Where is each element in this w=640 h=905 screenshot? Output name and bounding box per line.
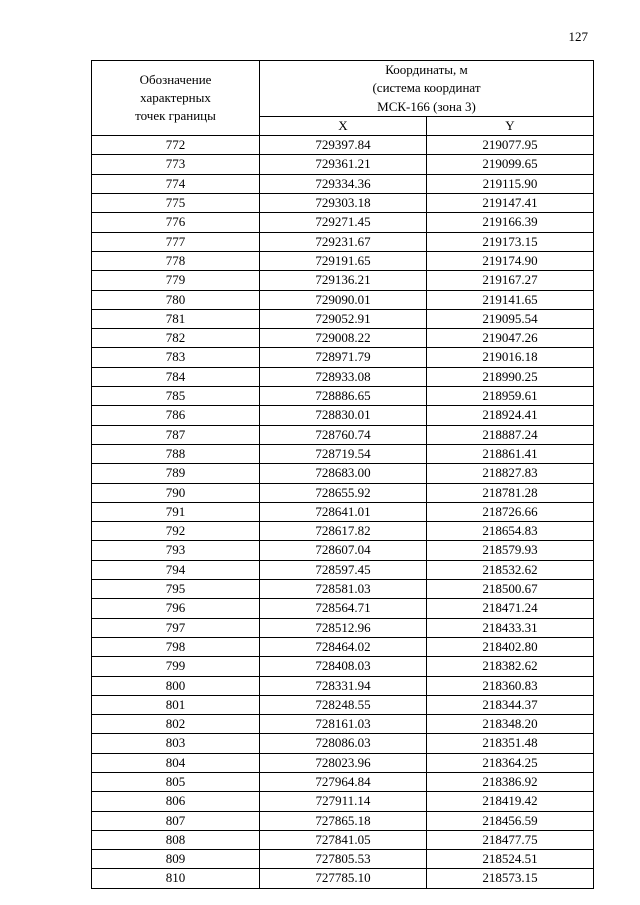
point-id-cell: 797 [92, 618, 260, 637]
y-coordinate-cell: 219115.90 [427, 174, 594, 193]
table-row [92, 309, 594, 328]
y-coordinate-cell: 219147.41 [427, 194, 594, 213]
coordinates-column-header [260, 61, 594, 117]
table-row [92, 560, 594, 579]
x-coordinate-cell: 727805.53 [260, 850, 427, 869]
y-coordinate-cell: 218402.80 [427, 637, 594, 656]
table-row [92, 251, 594, 270]
point-id-cell: 796 [92, 599, 260, 618]
y-coordinate-cell: 219077.95 [427, 136, 594, 155]
y-coordinate-cell: 219166.39 [427, 213, 594, 232]
table-row [92, 715, 594, 734]
point-id-cell: 793 [92, 541, 260, 560]
y-coordinate-cell: 218344.37 [427, 695, 594, 714]
x-coordinate-cell: 728581.03 [260, 580, 427, 599]
y-coordinate-cell: 218386.92 [427, 772, 594, 791]
y-coordinate-cell: 218364.25 [427, 753, 594, 772]
x-coordinate-cell: 728719.54 [260, 444, 427, 463]
y-coordinate-cell: 218827.83 [427, 464, 594, 483]
table-row [92, 174, 594, 193]
x-coordinate-cell: 729334.36 [260, 174, 427, 193]
point-id-cell: 805 [92, 772, 260, 791]
table-row [92, 850, 594, 869]
x-coordinate-cell: 728086.03 [260, 734, 427, 753]
x-coordinate-cell: 728161.03 [260, 715, 427, 734]
point-id-cell: 782 [92, 329, 260, 348]
table-row [92, 830, 594, 849]
y-coordinate-cell: 219099.65 [427, 155, 594, 174]
coordinates-header-line: Координаты, м [385, 62, 468, 77]
y-coordinate-cell: 219141.65 [427, 290, 594, 309]
x-coordinate-cell: 727785.10 [260, 869, 427, 888]
point-id-cell: 794 [92, 560, 260, 579]
point-id-cell: 807 [92, 811, 260, 830]
table-row [92, 676, 594, 695]
table-row [92, 348, 594, 367]
y-coordinate-cell: 219167.27 [427, 271, 594, 290]
point-id-cell: 788 [92, 444, 260, 463]
point-id-cell: 774 [92, 174, 260, 193]
table-row [92, 695, 594, 714]
y-coordinate-cell: 218500.67 [427, 580, 594, 599]
y-coordinate-cell: 218726.66 [427, 502, 594, 521]
point-id-cell: 783 [92, 348, 260, 367]
y-coordinate-cell: 219095.54 [427, 309, 594, 328]
table-row [92, 136, 594, 155]
table-row [92, 618, 594, 637]
x-coordinate-cell: 728607.04 [260, 541, 427, 560]
x-column-header: X [260, 116, 427, 135]
x-coordinate-cell: 729231.67 [260, 232, 427, 251]
table-row [92, 464, 594, 483]
y-coordinate-cell: 218887.24 [427, 425, 594, 444]
point-id-cell: 785 [92, 387, 260, 406]
y-coordinate-cell: 218579.93 [427, 541, 594, 560]
point-id-cell: 777 [92, 232, 260, 251]
y-coordinate-cell: 218456.59 [427, 811, 594, 830]
x-coordinate-cell: 728331.94 [260, 676, 427, 695]
table-row [92, 271, 594, 290]
point-id-cell: 772 [92, 136, 260, 155]
point-id-cell: 776 [92, 213, 260, 232]
x-coordinate-cell: 728830.01 [260, 406, 427, 425]
x-coordinate-cell: 728617.82 [260, 522, 427, 541]
table-row [92, 811, 594, 830]
points-header-line: Обозначение [139, 71, 212, 87]
x-coordinate-cell: 728971.79 [260, 348, 427, 367]
x-coordinate-cell: 728408.03 [260, 657, 427, 676]
point-id-cell: 810 [92, 869, 260, 888]
y-coordinate-cell: 219016.18 [427, 348, 594, 367]
y-coordinate-cell: 218382.62 [427, 657, 594, 676]
y-coordinate-cell: 218524.51 [427, 850, 594, 869]
x-coordinate-cell: 729008.22 [260, 329, 427, 348]
x-coordinate-cell: 728464.02 [260, 637, 427, 656]
table-row [92, 232, 594, 251]
table-row [92, 869, 594, 888]
point-id-cell: 798 [92, 637, 260, 656]
point-id-cell: 799 [92, 657, 260, 676]
y-coordinate-cell: 218990.25 [427, 367, 594, 386]
coordinates-table [91, 60, 594, 889]
x-coordinate-cell: 728933.08 [260, 367, 427, 386]
y-coordinate-cell: 218433.31 [427, 618, 594, 637]
table-row [92, 213, 594, 232]
table-row [92, 406, 594, 425]
table-row [92, 425, 594, 444]
coordinates-header-line: МСК-166 (зона 3) [377, 98, 476, 114]
point-id-cell: 795 [92, 580, 260, 599]
x-coordinate-cell: 728641.01 [260, 502, 427, 521]
point-id-cell: 780 [92, 290, 260, 309]
x-coordinate-cell: 728683.00 [260, 464, 427, 483]
table-row [92, 502, 594, 521]
y-coordinate-cell: 218348.20 [427, 715, 594, 734]
table-body [92, 136, 594, 889]
point-id-cell: 779 [92, 271, 260, 290]
x-coordinate-cell: 727841.05 [260, 830, 427, 849]
y-column-header: Y [427, 116, 594, 135]
x-coordinate-cell: 729271.45 [260, 213, 427, 232]
point-id-cell: 787 [92, 425, 260, 444]
table-row [92, 772, 594, 791]
y-coordinate-cell: 218477.75 [427, 830, 594, 849]
table-row [92, 522, 594, 541]
table-row [92, 541, 594, 560]
table-row [92, 657, 594, 676]
y-coordinate-cell: 218532.62 [427, 560, 594, 579]
points-column-header [92, 61, 260, 136]
y-coordinate-cell: 218419.42 [427, 792, 594, 811]
x-coordinate-cell: 728655.92 [260, 483, 427, 502]
point-id-cell: 786 [92, 406, 260, 425]
x-coordinate-cell: 729136.21 [260, 271, 427, 290]
x-coordinate-cell: 728512.96 [260, 618, 427, 637]
coordinates-header-line: (система координат [372, 80, 481, 96]
point-id-cell: 803 [92, 734, 260, 753]
y-coordinate-cell: 218573.15 [427, 869, 594, 888]
y-coordinate-cell: 218471.24 [427, 599, 594, 618]
x-coordinate-cell: 728597.45 [260, 560, 427, 579]
x-coordinate-cell: 729090.01 [260, 290, 427, 309]
point-id-cell: 806 [92, 792, 260, 811]
x-coordinate-cell: 728564.71 [260, 599, 427, 618]
y-coordinate-cell: 218861.41 [427, 444, 594, 463]
table-row [92, 155, 594, 174]
x-coordinate-cell: 729361.21 [260, 155, 427, 174]
table-row [92, 792, 594, 811]
point-id-cell: 784 [92, 367, 260, 386]
y-coordinate-cell: 218959.61 [427, 387, 594, 406]
table-row [92, 444, 594, 463]
point-id-cell: 791 [92, 502, 260, 521]
page-number: 127 [568, 29, 588, 44]
point-id-cell: 790 [92, 483, 260, 502]
table-row [92, 734, 594, 753]
x-coordinate-cell: 729052.91 [260, 309, 427, 328]
x-coordinate-cell: 729397.84 [260, 136, 427, 155]
table-row [92, 387, 594, 406]
point-id-cell: 773 [92, 155, 260, 174]
point-id-cell: 801 [92, 695, 260, 714]
y-coordinate-cell: 218924.41 [427, 406, 594, 425]
point-id-cell: 804 [92, 753, 260, 772]
point-id-cell: 809 [92, 850, 260, 869]
x-coordinate-cell: 728886.65 [260, 387, 427, 406]
y-coordinate-cell: 219174.90 [427, 251, 594, 270]
point-id-cell: 792 [92, 522, 260, 541]
y-coordinate-cell: 218360.83 [427, 676, 594, 695]
y-coordinate-cell: 219173.15 [427, 232, 594, 251]
points-header-line: характерных [140, 89, 211, 105]
point-id-cell: 802 [92, 715, 260, 734]
table-row [92, 637, 594, 656]
y-coordinate-cell: 218351.48 [427, 734, 594, 753]
x-coordinate-cell: 727911.14 [260, 792, 427, 811]
point-id-cell: 778 [92, 251, 260, 270]
table-row [92, 329, 594, 348]
x-coordinate-cell: 727964.84 [260, 772, 427, 791]
table-row [92, 753, 594, 772]
x-coordinate-cell: 727865.18 [260, 811, 427, 830]
x-coordinate-cell: 728248.55 [260, 695, 427, 714]
table-row [92, 194, 594, 213]
x-coordinate-cell: 728023.96 [260, 753, 427, 772]
table-row [92, 367, 594, 386]
points-header-line: точек границы [135, 108, 216, 124]
point-id-cell: 781 [92, 309, 260, 328]
table-row [92, 290, 594, 309]
table-row [92, 580, 594, 599]
x-coordinate-cell: 729303.18 [260, 194, 427, 213]
point-id-cell: 789 [92, 464, 260, 483]
point-id-cell: 775 [92, 194, 260, 213]
table-row [92, 483, 594, 502]
x-coordinate-cell: 728760.74 [260, 425, 427, 444]
y-coordinate-cell: 219047.26 [427, 329, 594, 348]
table-row [92, 599, 594, 618]
y-coordinate-cell: 218654.83 [427, 522, 594, 541]
point-id-cell: 808 [92, 830, 260, 849]
table-header-row [92, 61, 594, 117]
point-id-cell: 800 [92, 676, 260, 695]
y-coordinate-cell: 218781.28 [427, 483, 594, 502]
x-coordinate-cell: 729191.65 [260, 251, 427, 270]
